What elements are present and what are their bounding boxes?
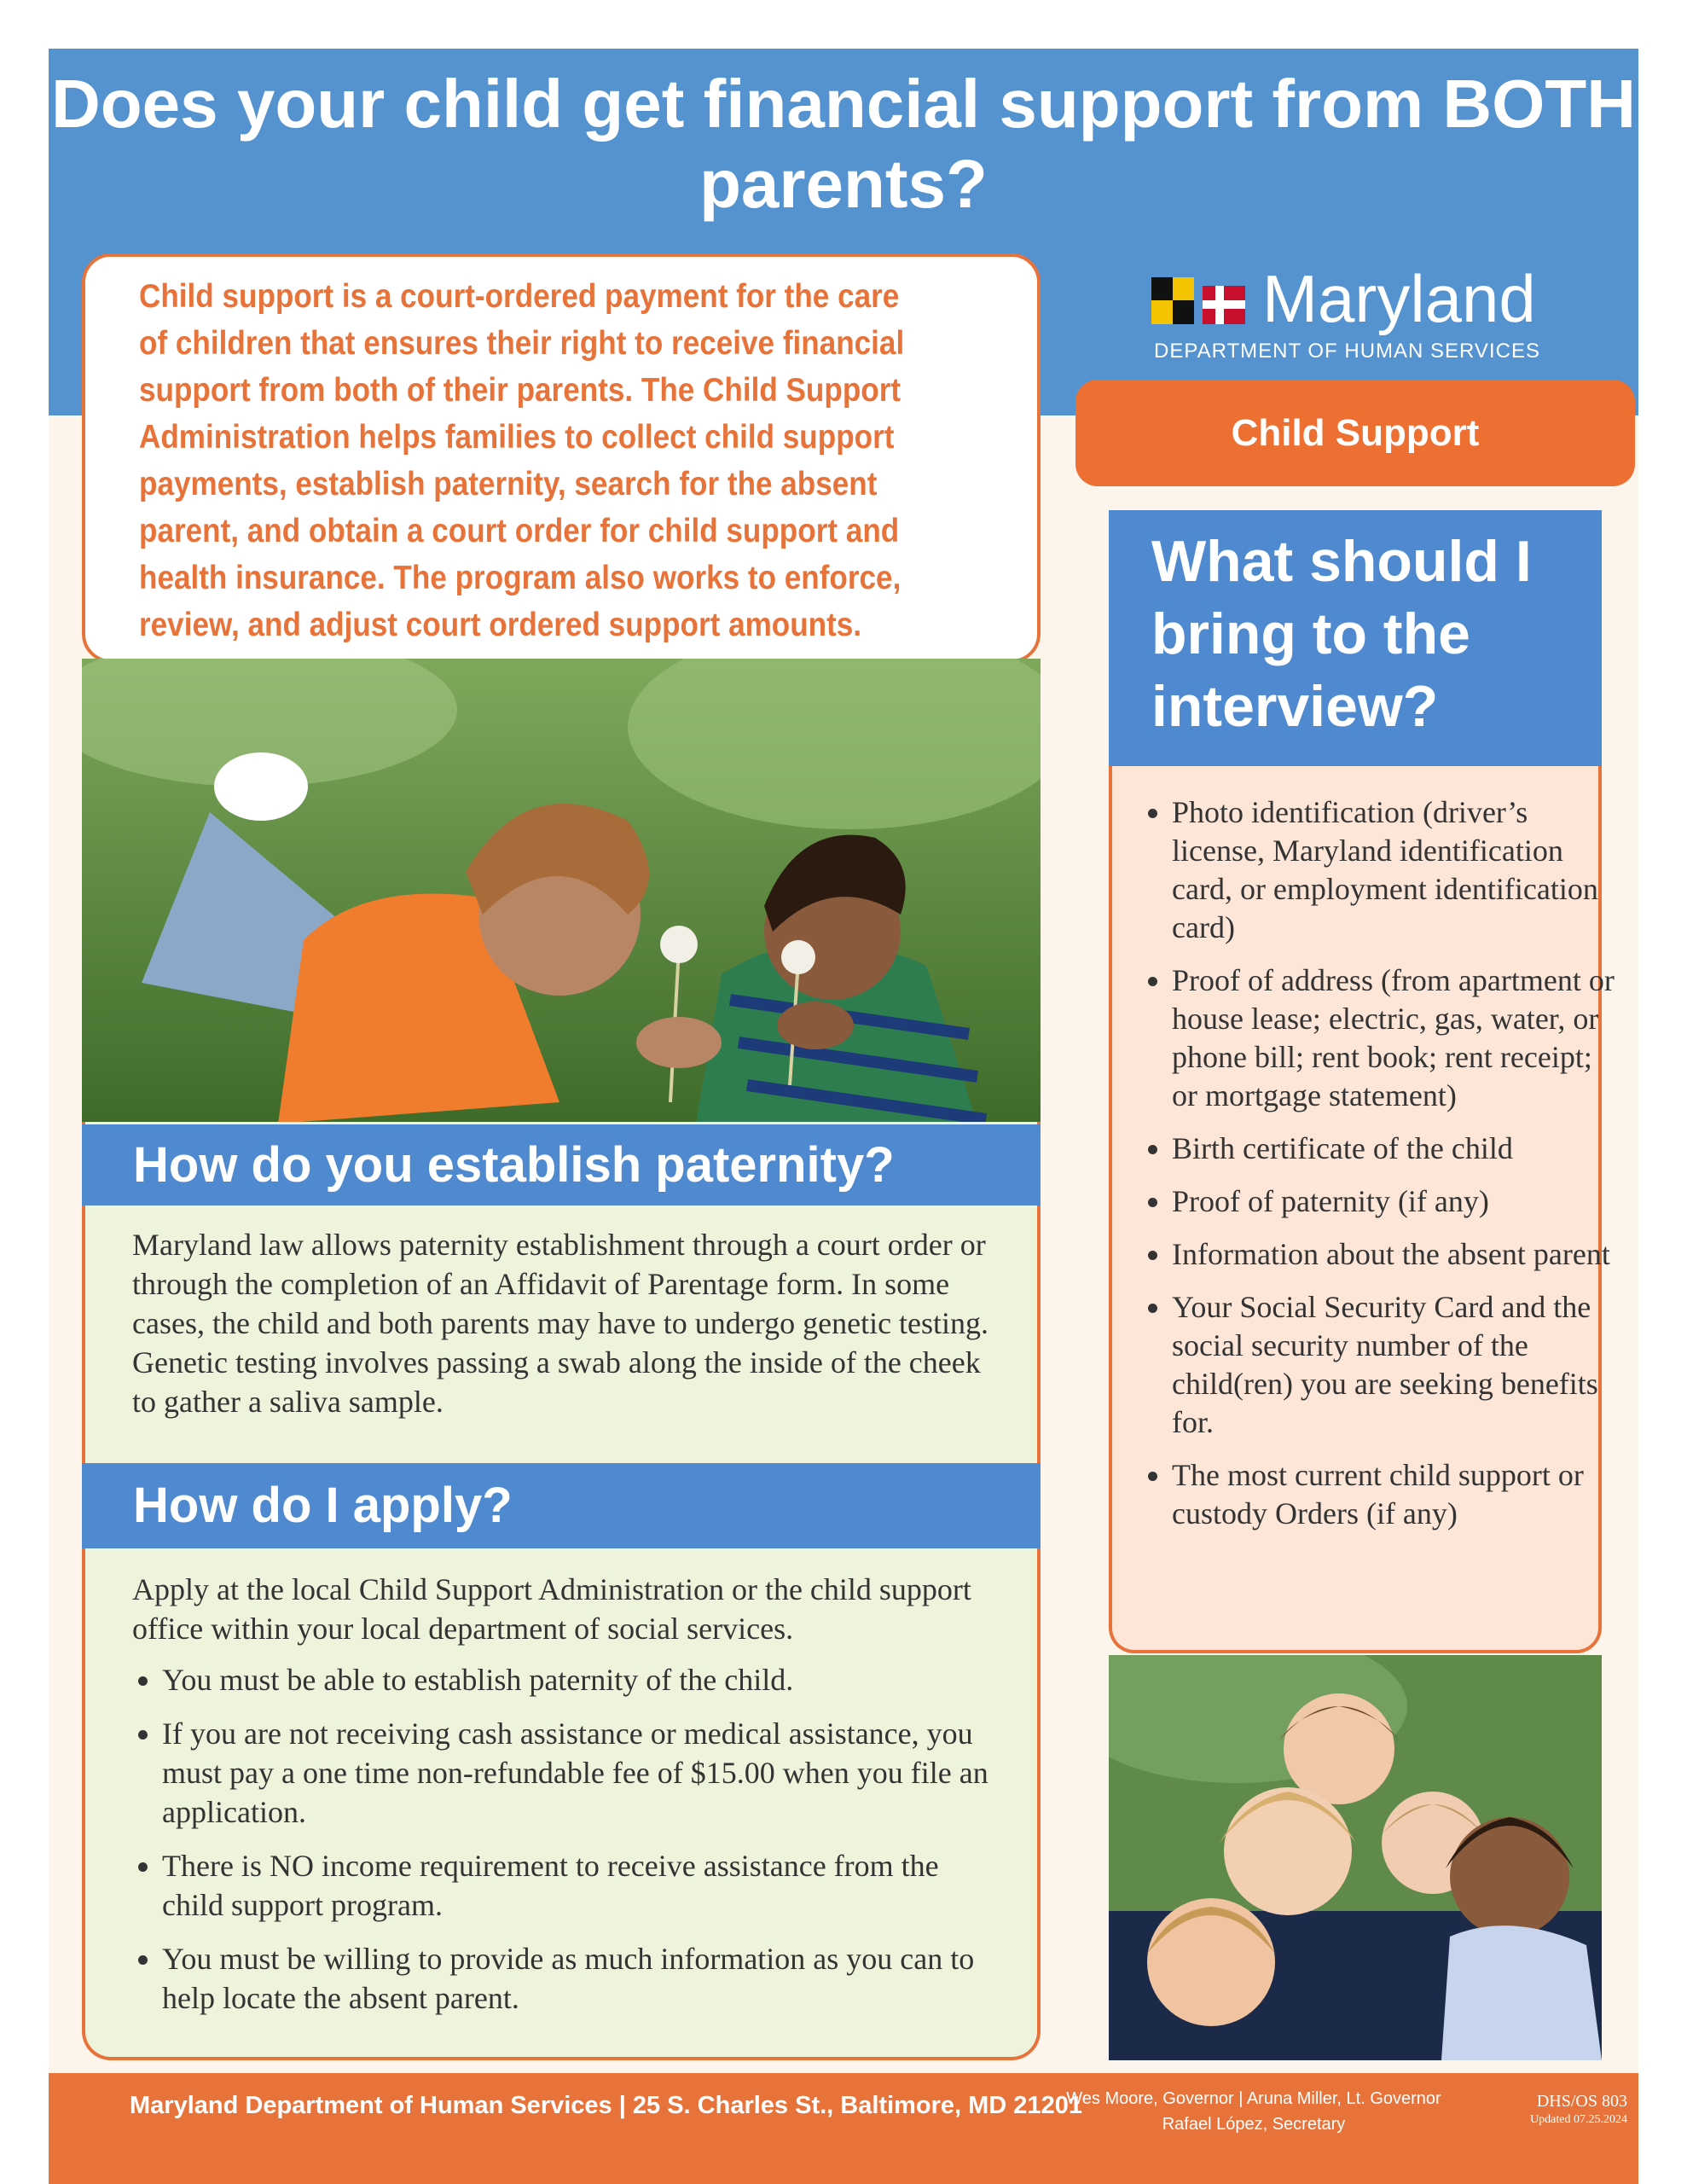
page-title: Does your child get financial support from BOTH parents? — [51, 66, 1636, 222]
list-item: • You must be able to establish paternity of the child. — [162, 1660, 1002, 1699]
list-item: • Proof of paternity (if any) — [1172, 1182, 1615, 1221]
form-number: DHS/OS 803 — [1536, 2092, 1627, 2111]
child-support-tab: Child Support — [1075, 380, 1635, 486]
footer-officials-line1: Wes Moore, Governor | Aruna Miller, Lt. Governor — [1066, 2089, 1441, 2108]
maryland-logo-word: Maryland — [1262, 261, 1536, 336]
list-item: • There is NO income requirement to receive assistance from the child support program. — [162, 1846, 1002, 1925]
updated-date: Updated 07.25.2024 — [1530, 2113, 1627, 2126]
apply-heading: How do I apply? — [82, 1463, 1041, 1548]
list-item: • Your Social Security Card and the social security number of the child(ren) you are seeking benefits for. — [1172, 1288, 1615, 1442]
list-item: • Proof of address (from apartment or house lease; electric, gas, water, or phone bill; rent book; rent receipt; or mortgage statement) — [1172, 961, 1615, 1115]
form-code — [1499, 2092, 1627, 2129]
apply-body: Apply at the local Child Support Administration or the child support office within your local department of social services. — [132, 1572, 971, 1646]
department-name: DEPARTMENT OF HUMAN SERVICES — [1154, 340, 1540, 363]
maryland-flag-icon — [1151, 269, 1249, 330]
list-item: • If you are not receiving cash assistance or medical assistance, you must pay a one time non-refundable fee of $15.00 when you file an application. — [162, 1714, 1002, 1832]
photo-group-children — [1109, 1655, 1602, 2060]
intro-text: Child support is a court-ordered payment for the care of children that ensures their right to receive financial support from both of their parents. The Child Support Administration helps families to collect child support payments, establish paternity, search for the absent parent, and obtain a court order for child support and health insurance. The program also works to enforce, review, and adjust court ordered support amounts. — [139, 278, 905, 643]
footer-address: Maryland Department of Human Services | 25 S. Charles St., Baltimore, MD 21201 — [130, 2092, 1082, 2119]
list-item: • You must be willing to provide as much information as you can to help locate the absent parent. — [162, 1939, 1002, 2018]
interview-list — [1143, 793, 1615, 1548]
footer-officials — [1049, 2086, 1458, 2137]
paternity-body: Maryland law allows paternity establishment through a court order or through the completion of an Affidavit of Parentage form. In some cases, the child and both parents may have to undergo genetic testing. Genetic testing involves passing a swab along the inside of the cheek to gather a saliva sample. — [132, 1228, 989, 1419]
footer-officials-line2: Rafael López, Secretary — [1162, 2115, 1346, 2134]
photo-children-dandelions — [82, 659, 1041, 1124]
paternity-heading: How do you establish paternity? — [82, 1124, 1041, 1205]
list-item: • Information about the absent parent — [1172, 1235, 1615, 1274]
list-item: • The most current child support or custody Orders (if any) — [1172, 1456, 1615, 1533]
list-item: • Photo identification (driver’s license, Maryland identification card, or employment identification card) — [1172, 793, 1615, 947]
list-item: • Birth certificate of the child — [1172, 1130, 1615, 1168]
apply-section — [132, 1570, 1002, 2032]
apply-bullets — [132, 1660, 1002, 2018]
interview-heading: What should I bring to the interview? — [1109, 510, 1602, 766]
